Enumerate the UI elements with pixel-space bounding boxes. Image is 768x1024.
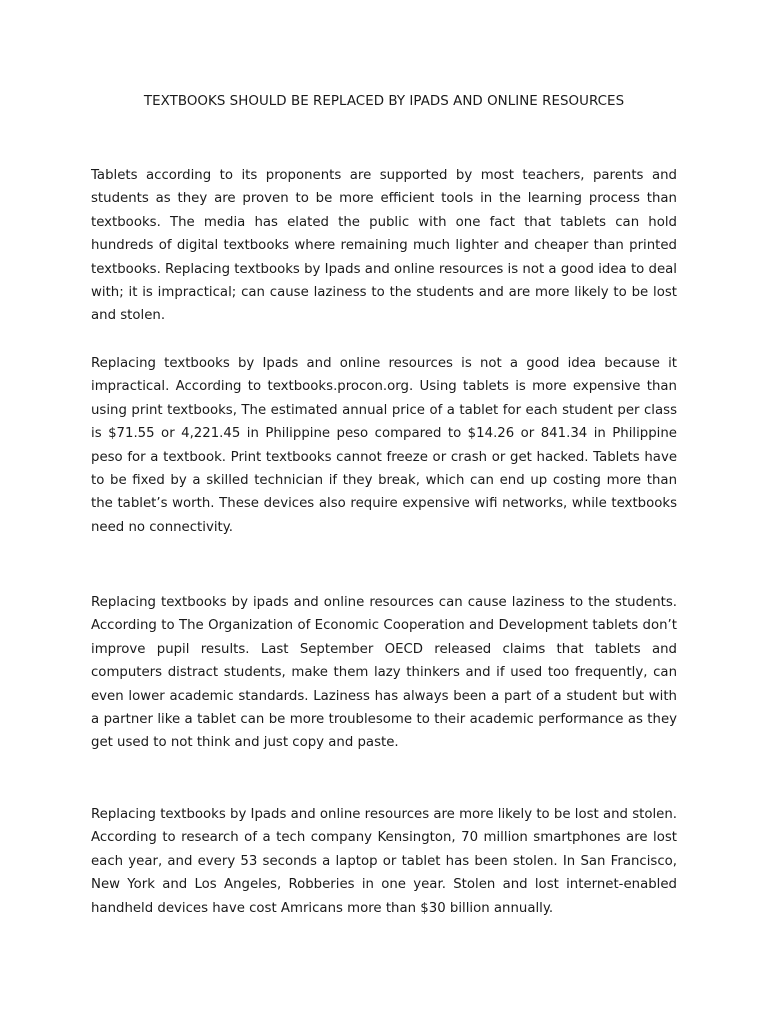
paragraph-laziness: Replacing textbooks by ipads and online resources can cause laziness to the students. According to The Organization of Economic Cooperation and Development tablets don’t improve pupil results. Last September OECD released claims that tablets and computers distract students, make them lazy thinkers and if used too frequently, can even lower academic standards. Laziness has always been a part of a student but with a partner like a tablet can be more troublesome to their academic performance as they get used to not think and just copy and paste. (91, 595, 677, 751)
paragraph-intro: Tablets according to its proponents are supported by most teachers, parents and students as they are proven to be more efficient tools in the learning process than textbooks. The media has elated the public with one fact that tablets can hold hundreds of digital textbooks where remaining much lighter and cheaper than printed textbooks. Replacing textbooks by Ipads and online resources is not a good idea to deal with; it is impractical; can cause laziness to the students and are more likely to be lost and stolen. (91, 168, 677, 324)
paragraph-impractical: Replacing textbooks by Ipads and online resources is not a good idea because it impractical. According to textbooks.procon.org. Using tablets is more expensive than using print textbooks, The estimated annual price of a tablet for each student per class is $71.55 or 4,221.45 in Philippine peso compared to $14.26 or 841.34 in Philippine peso for a textbook. Print textbooks cannot freeze or crash or get hacked. Tablets have to be fixed by a skilled technician if they break, which can end up costing more than the tablet’s worth. These devices also require expensive wifi networks, while textbooks need no connectivity. (91, 356, 677, 535)
document-title: TEXTBOOKS SHOULD BE REPLACED BY IPADS AND ONLINE RESOURCES (143, 94, 625, 109)
paragraph-lost-stolen: Replacing textbooks by Ipads and online resources are more likely to be lost and stolen. According to research of a tech company Kensington, 70 million smartphones are lost each year, and every 53 seconds a laptop or tablet has been stolen. In San Francisco, New York and Los Angeles, Robberies in one year. Stolen and lost internet-enabled handheld devices have cost Amricans more than $30 billion annually. (91, 807, 678, 916)
